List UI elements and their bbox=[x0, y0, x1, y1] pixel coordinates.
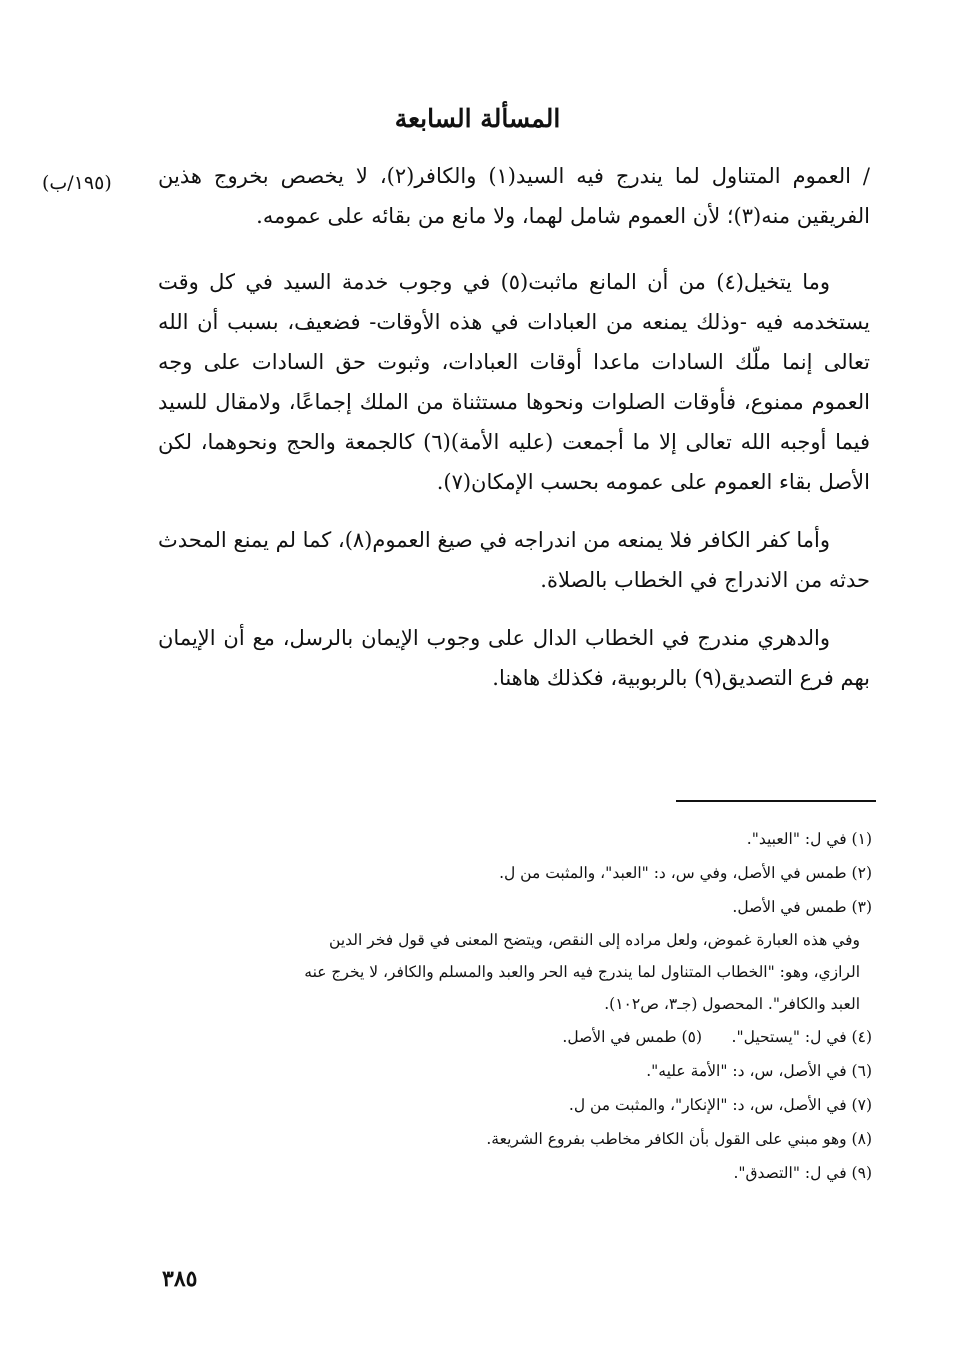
footnote-1: (١) في ل: "العبيد". bbox=[746, 830, 872, 848]
paragraph-1: / العموم المتناول لما يندرج فيه السيد(١) والكافر(٢)، لا يخصص بخروج هذين الفريقين منه(٣)؛ لأن العموم شامل لهما، ولا مانع من بقائه على عمومه. bbox=[158, 164, 870, 228]
main-text bbox=[158, 156, 870, 716]
footnote-2: (٢) طمس في الأصل، وفي س، د: "العبد"، والمثبت من ل. bbox=[499, 864, 872, 882]
footnote-6: (٦) في الأصل، س، د: "الأمة عليه". bbox=[646, 1062, 872, 1080]
footnote-9: (٩) في ل: "التصدق". bbox=[733, 1164, 872, 1182]
footnote-7: (٧) في الأصل، س، د: "الإنكار"، والمثبت من ل. bbox=[568, 1096, 872, 1114]
section-title: المسألة السابعة bbox=[394, 104, 561, 133]
footnote-4: (٤) في ل: "يستحيل". bbox=[731, 1028, 872, 1046]
footnote-8: (٨) وهو مبني على القول بأن الكافر مخاطب بفروع الشريعة. bbox=[486, 1130, 872, 1148]
footnote-separator bbox=[676, 800, 876, 802]
footnote-4-5-row bbox=[300, 1020, 872, 1054]
footnote-5: (٥) طمس في الأصل. bbox=[562, 1028, 702, 1046]
footnote-3-continuation: وفي هذه العبارة غموض، ولعل مراده إلى النقص، ويتضح المعنى في قول فخر الدين الرازي، وهو: "الخطاب المتناول لما يندرج فيه الحر والعبد والمسلم والكافر، لا يخرج عنه العبد والكافر". المحصول (جـ٣، ص١٠٢). bbox=[304, 931, 860, 1013]
paragraph-4: والدهري مندرج في الخطاب الدال على وجوب الإيمان بالرسل، مع أن الإيمان بهم فرع التصديق(٩) بالربوبية، فكذلك هاهنا. bbox=[158, 626, 870, 690]
manuscript-folio-note: (١٩٥/ب) bbox=[42, 172, 112, 194]
footnote-3: (٣) طمس في الأصل. bbox=[732, 898, 872, 916]
footnotes bbox=[300, 822, 872, 1190]
page-number: ٣٨٥ bbox=[162, 1266, 198, 1292]
paragraph-2: وما يتخيل(٤) من أن المانع ماثبت(٥) في وجوب خدمة السيد في كل وقت يستخدمه فيه -وذلك يمنعه من العبادات في هذه الأوقات- فضعيف، بسبب أن الله تعالى إنما ملّك السادات ماعدا أوقات العبادات، وثبوت حق السادات على وجه العموم ممنوع، فأوقات الصلوات ونحوها مستثناة من الملك إجماعًا، ولامقال للسيد فيما أوجبه الله تعالى إلا ما أجمعت (عليه الأمة)(٦) كالجمعة والحج ونحوهما، لكن الأصل بقاء العموم على عمومه بحسب الإمكان(٧). bbox=[158, 270, 870, 494]
paragraph-3: وأما كفر الكافر فلا يمنعه من اندراجه في صيغ العموم(٨)، كما لم يمنع المحدث حدثه من الاندراج في الخطاب بالصلاة. bbox=[158, 528, 870, 592]
